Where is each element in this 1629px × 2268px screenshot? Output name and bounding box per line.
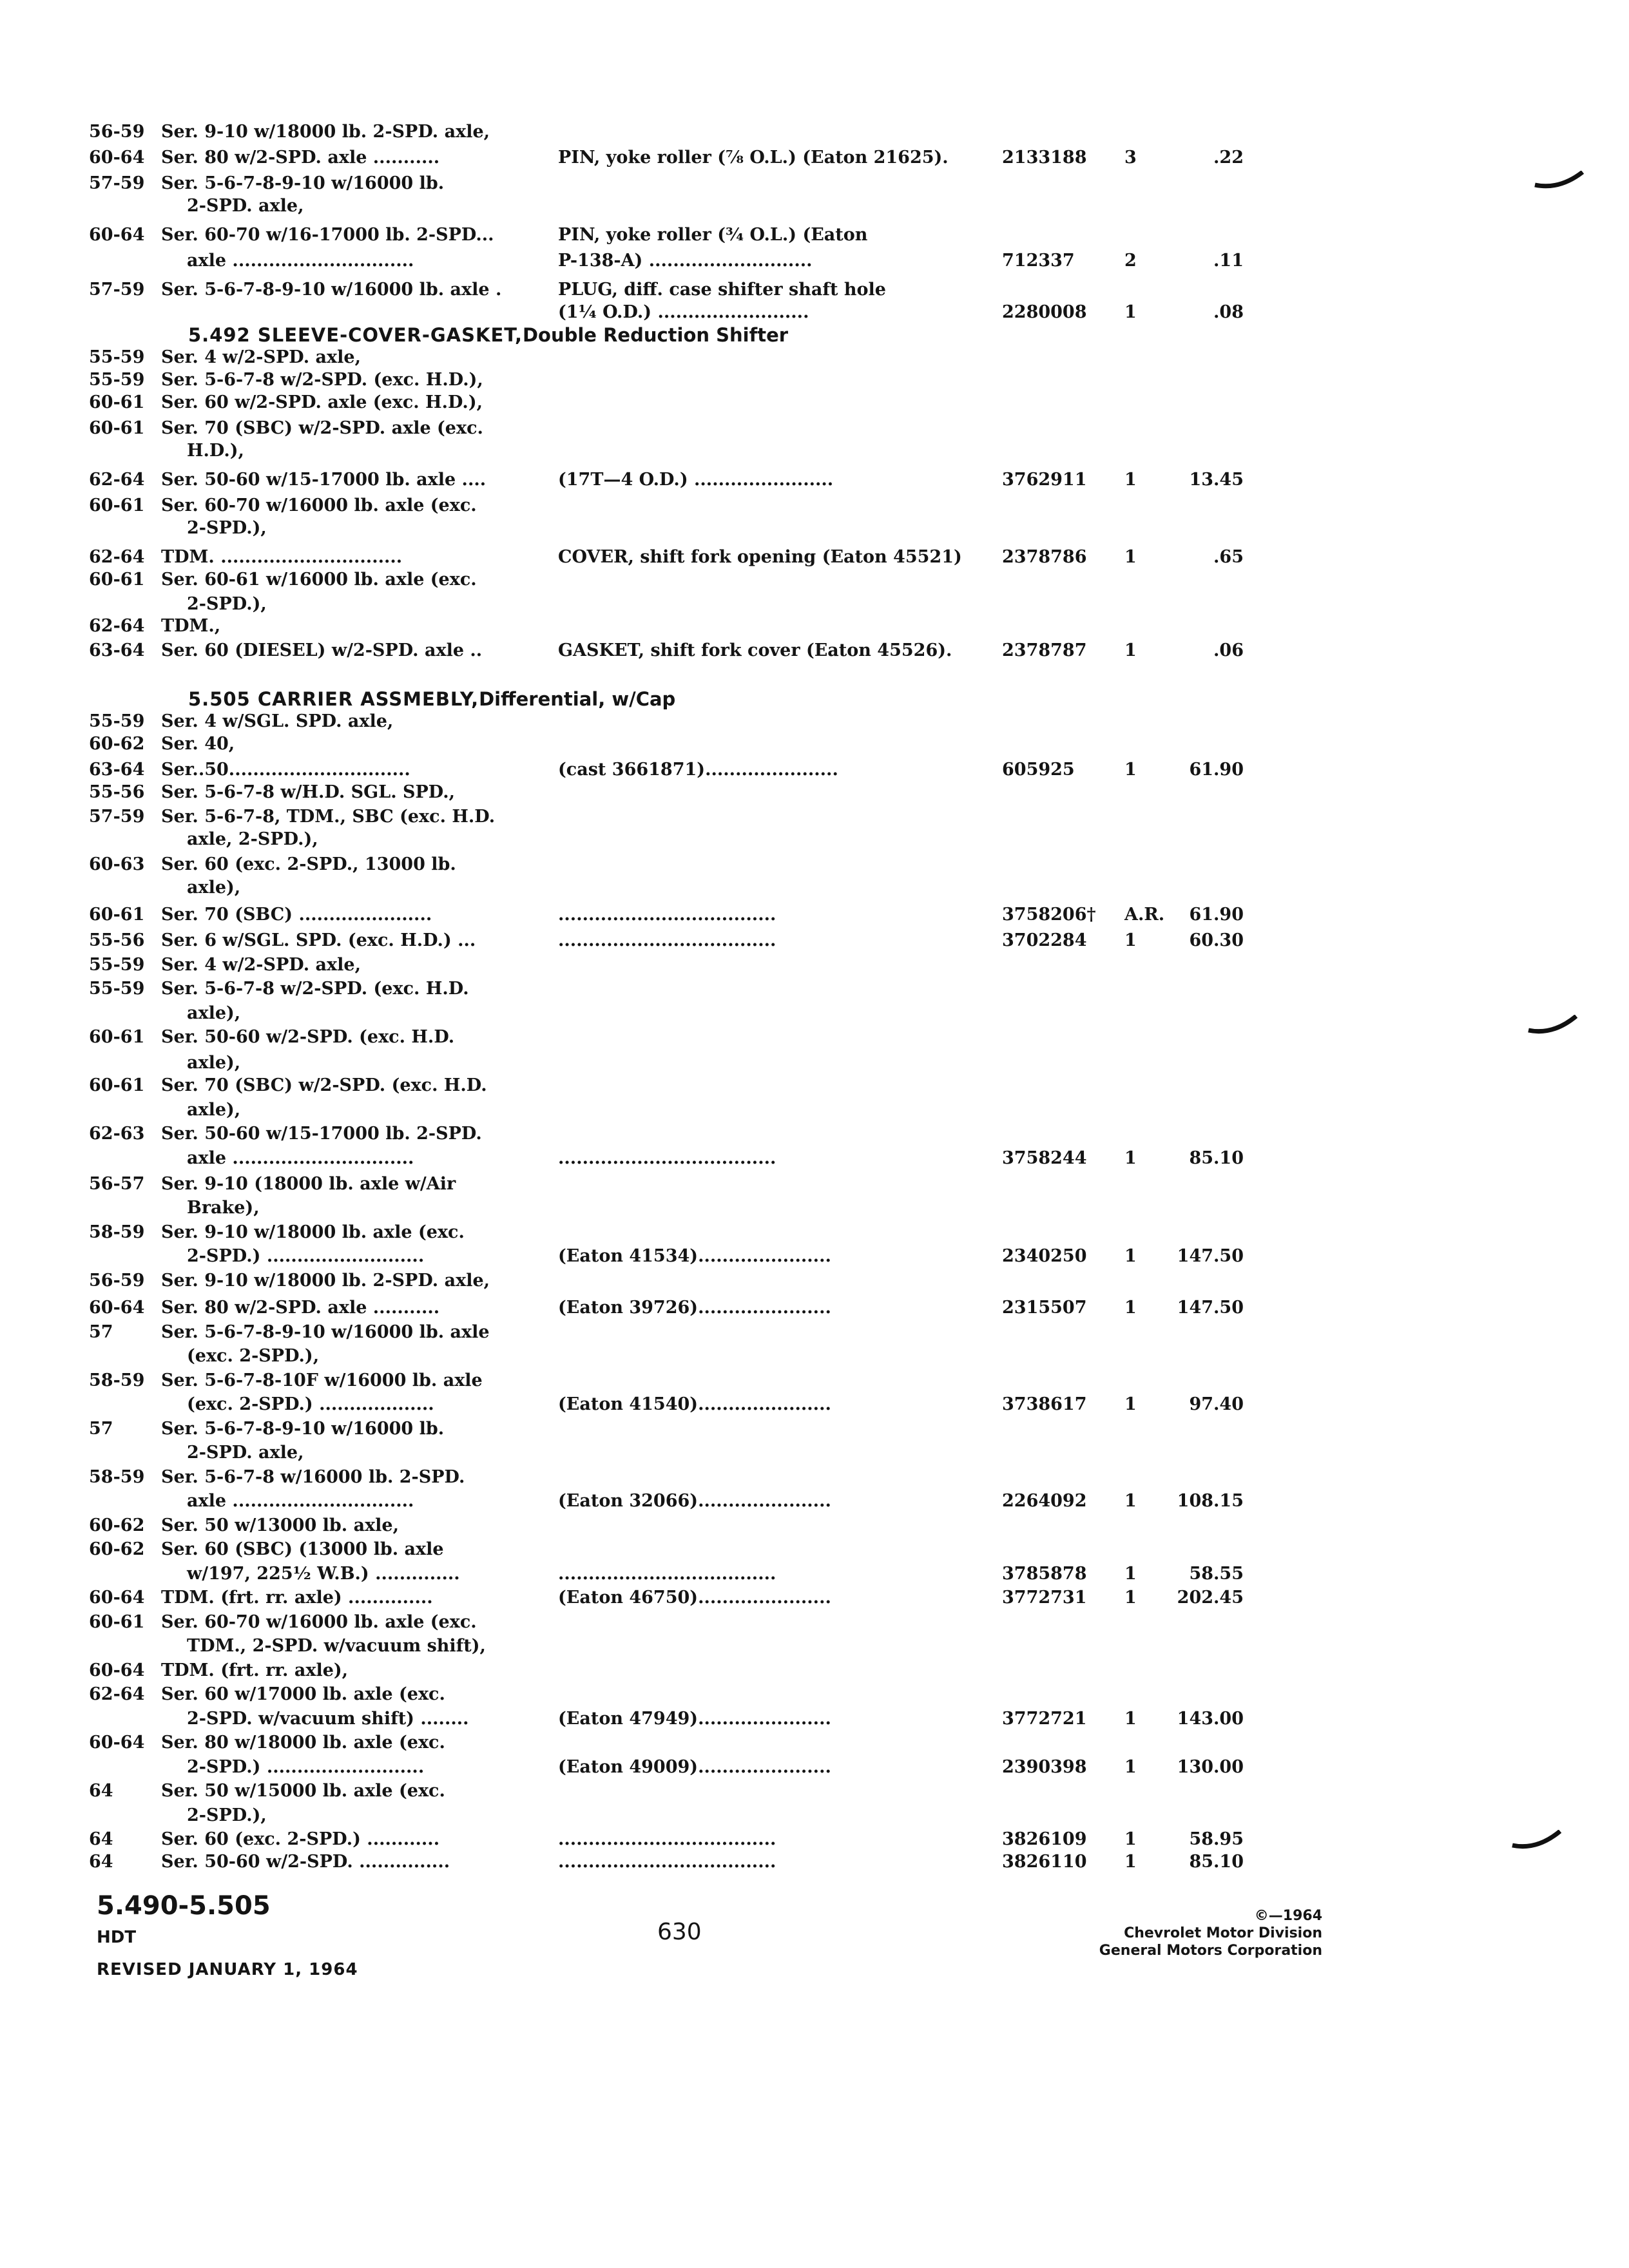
revision-date: REVISED JANUARY 1, 1964 xyxy=(97,1960,358,1979)
part-number: 3826109 xyxy=(1002,1829,1087,1849)
application: Ser. 60-61 w/16000 lb. axle (exc. xyxy=(161,570,477,590)
catalog-line xyxy=(0,1849,1629,1875)
application: Ser. 70 (SBC) w/2-SPD. axle (exc. xyxy=(161,418,483,438)
catalog-line xyxy=(0,300,1629,325)
price: 58.95 xyxy=(1189,1829,1244,1849)
model-years: 60-64 xyxy=(89,1298,145,1318)
catalog-line xyxy=(0,1561,1629,1587)
part-description: (Eaton 41540)...................... xyxy=(558,1394,831,1414)
section-heading xyxy=(0,322,1629,348)
model-years: 60-61 xyxy=(89,392,145,412)
catalog-line xyxy=(0,416,1629,441)
application: axle, 2-SPD.), xyxy=(187,829,318,849)
catalog-line xyxy=(0,1827,1629,1852)
application: Ser. 40, xyxy=(161,734,235,754)
quantity: 1 xyxy=(1124,1298,1137,1318)
application: Ser. 70 (SBC) w/2-SPD. (exc. H.D. xyxy=(161,1075,487,1095)
part-description: .................................... xyxy=(558,905,776,925)
model-years: 63-64 xyxy=(89,760,145,780)
price: 60.30 xyxy=(1189,930,1244,950)
part-number: 2378786 xyxy=(1002,547,1087,567)
catalog-line xyxy=(0,709,1629,735)
catalog-line xyxy=(0,1220,1629,1245)
application: Ser. 50-60 w/2-SPD. (exc. H.D. xyxy=(161,1027,455,1047)
application: Ser. 80 w/2-SPD. axle ........... xyxy=(161,1298,440,1318)
part-description: (Eaton 49009)...................... xyxy=(558,1757,831,1777)
model-years: 60-64 xyxy=(89,1660,145,1680)
quantity: 2 xyxy=(1124,251,1137,271)
application: Ser. 4 w/2-SPD. axle, xyxy=(161,347,361,367)
part-number: 2378787 xyxy=(1002,640,1087,660)
catalog-line xyxy=(0,875,1629,901)
part-description: (Eaton 47949)...................... xyxy=(558,1709,831,1729)
part-description: .................................... xyxy=(558,1148,776,1168)
application: axle), xyxy=(187,1100,241,1120)
part-number: 605925 xyxy=(1002,760,1075,780)
model-years: 55-56 xyxy=(89,782,145,802)
catalog-line xyxy=(0,248,1629,274)
catalog-line xyxy=(0,1171,1629,1197)
catalog-line xyxy=(0,1146,1629,1171)
quantity: 1 xyxy=(1124,1709,1137,1729)
catalog-line xyxy=(0,852,1629,878)
quantity: 1 xyxy=(1124,1246,1137,1266)
model-years: 57-59 xyxy=(89,280,145,300)
catalog-line xyxy=(0,1706,1629,1732)
catalog-line xyxy=(0,567,1629,593)
model-years: 56-59 xyxy=(89,122,145,142)
application: 2-SPD.) .......................... xyxy=(187,1757,425,1777)
price: 61.90 xyxy=(1189,905,1244,925)
catalog-line xyxy=(0,1488,1629,1514)
part-number: 2340250 xyxy=(1002,1246,1087,1266)
application: Ser. 60-70 w/16000 lb. axle (exc. xyxy=(161,495,477,515)
price: 58.55 xyxy=(1189,1564,1244,1584)
part-number: 2264092 xyxy=(1002,1491,1087,1511)
section-range: 5.490-5.505 xyxy=(97,1891,271,1921)
quantity: 1 xyxy=(1124,930,1137,950)
part-number: 3785878 xyxy=(1002,1564,1087,1584)
price: 97.40 xyxy=(1189,1394,1244,1414)
model-years: 62-64 xyxy=(89,547,145,567)
application: Ser. 80 w/2-SPD. axle ........... xyxy=(161,148,440,168)
application: Ser. 60-70 w/16-17000 lb. 2-SPD... xyxy=(161,225,494,245)
catalog-line xyxy=(0,1537,1629,1562)
catalog-line xyxy=(0,976,1629,1002)
catalog-line xyxy=(0,1368,1629,1394)
binder-mark xyxy=(1534,171,1585,190)
application: axle), xyxy=(187,878,241,898)
catalog-line xyxy=(0,1730,1629,1756)
model-years: 60-62 xyxy=(89,1539,145,1559)
model-years: 55-59 xyxy=(89,979,145,999)
model-years: 62-64 xyxy=(89,616,145,636)
model-years: 56-59 xyxy=(89,1271,145,1291)
catalog-line xyxy=(0,1320,1629,1345)
catalog-line xyxy=(0,928,1629,954)
catalog-line xyxy=(0,780,1629,805)
part-number: 3758206† xyxy=(1002,905,1096,925)
part-description: .................................... xyxy=(558,1564,776,1584)
application: Ser. 5-6-7-8-9-10 w/16000 lb. axle . xyxy=(161,280,502,300)
application: TDM. .............................. xyxy=(161,547,403,567)
catalog-line xyxy=(0,613,1629,639)
application: axle .............................. xyxy=(187,1148,414,1168)
part-description: PLUG, diff. case shifter shaft hole xyxy=(558,280,886,300)
model-years: 58-59 xyxy=(89,1370,145,1390)
section-subtitle: Double Reduction Shifter xyxy=(522,324,789,346)
part-number: 3738617 xyxy=(1002,1394,1087,1414)
section-subtitle: Differential, w/Cap xyxy=(479,688,676,710)
catalog-line xyxy=(0,1268,1629,1294)
quantity: 1 xyxy=(1124,1564,1137,1584)
application: Ser. 60 w/17000 lb. axle (exc. xyxy=(161,1684,445,1704)
part-number: 3762911 xyxy=(1002,470,1087,490)
application: 2-SPD.) .......................... xyxy=(187,1246,425,1266)
copyright-block xyxy=(1099,1907,1322,1959)
quantity: 1 xyxy=(1124,1757,1137,1777)
application: Ser. 60 (DIESEL) w/2-SPD. axle .. xyxy=(161,640,483,660)
application: (exc. 2-SPD.) ................... xyxy=(187,1394,434,1414)
application: 2-SPD. axle, xyxy=(187,1443,304,1463)
catalog-line xyxy=(0,1658,1629,1684)
catalog-line xyxy=(0,467,1629,493)
price: 147.50 xyxy=(1177,1298,1244,1318)
application: Ser. 5-6-7-8-9-10 w/16000 lb. xyxy=(161,173,445,193)
application: Ser. 70 (SBC) ...................... xyxy=(161,905,432,925)
application: Ser. 60 (SBC) (13000 lb. axle xyxy=(161,1539,444,1559)
catalog-line xyxy=(0,1682,1629,1707)
quantity: 1 xyxy=(1124,302,1137,322)
catalog-line xyxy=(0,493,1629,519)
application: Ser. 5-6-7-8 w/2-SPD. (exc. H.D.), xyxy=(161,370,483,390)
catalog-line xyxy=(0,1754,1629,1780)
price: 108.15 xyxy=(1177,1491,1244,1511)
model-years: 64 xyxy=(89,1852,113,1872)
catalog-line xyxy=(0,1633,1629,1659)
catalog-line xyxy=(0,1001,1629,1026)
part-number: 3758244 xyxy=(1002,1148,1087,1168)
catalog-line xyxy=(0,1440,1629,1466)
price: .65 xyxy=(1213,547,1244,567)
application: Ser. 9-10 w/18000 lb. axle (exc. xyxy=(161,1222,465,1242)
page-number: 630 xyxy=(657,1919,702,1945)
quantity: 1 xyxy=(1124,470,1137,490)
application: Ser. 9-10 w/18000 lb. 2-SPD. axle, xyxy=(161,1271,490,1291)
model-years: 55-56 xyxy=(89,930,145,950)
catalog-line xyxy=(0,804,1629,830)
model-years: 58-59 xyxy=(89,1222,145,1242)
application: Ser. 50 w/13000 lb. axle, xyxy=(161,1515,399,1535)
application: Ser. 60-70 w/16000 lb. axle (exc. xyxy=(161,1612,477,1632)
binder-mark xyxy=(1511,1830,1563,1852)
application: TDM. (frt. rr. axle) .............. xyxy=(161,1588,433,1608)
application: Ser. 50 w/15000 lb. axle (exc. xyxy=(161,1781,445,1801)
price: 202.45 xyxy=(1177,1588,1244,1608)
application: 2-SPD. w/vacuum shift) ........ xyxy=(187,1709,469,1729)
model-years: 57-59 xyxy=(89,807,145,827)
part-number: 3772721 xyxy=(1002,1709,1087,1729)
catalog-line xyxy=(0,277,1629,303)
application: Ser. 60 (exc. 2-SPD., 13000 lb. xyxy=(161,854,456,874)
catalog-line xyxy=(0,902,1629,928)
part-description: (1¼ O.D.) ......................... xyxy=(558,302,809,322)
quantity: 3 xyxy=(1124,148,1137,168)
price: 130.00 xyxy=(1177,1757,1244,1777)
part-description: .................................... xyxy=(558,1852,776,1872)
catalog-line xyxy=(0,1585,1629,1611)
model-years: 57-59 xyxy=(89,173,145,193)
catalog-line xyxy=(0,1416,1629,1442)
catalog-line xyxy=(0,222,1629,248)
catalog-line xyxy=(0,390,1629,416)
model-years: 55-59 xyxy=(89,347,145,367)
catalog-line xyxy=(0,1121,1629,1147)
price: 13.45 xyxy=(1189,470,1244,490)
part-description: (Eaton 32066)...................... xyxy=(558,1491,831,1511)
price: .11 xyxy=(1213,251,1244,271)
price: 61.90 xyxy=(1189,760,1244,780)
catalog-line xyxy=(0,1778,1629,1804)
part-description: .................................... xyxy=(558,1829,776,1849)
application: Ser..50.............................. xyxy=(161,760,410,780)
catalog-line xyxy=(0,952,1629,978)
application: Brake), xyxy=(187,1198,260,1218)
application: Ser. 60 w/2-SPD. axle (exc. H.D.), xyxy=(161,392,483,412)
model-years: 57 xyxy=(89,1322,113,1342)
quantity: 1 xyxy=(1124,1394,1137,1414)
quantity: 1 xyxy=(1124,1491,1137,1511)
model-years: 60-62 xyxy=(89,734,145,754)
model-years: 56-57 xyxy=(89,1174,145,1194)
part-description: GASKET, shift fork cover (Eaton 45526). xyxy=(558,640,952,660)
catalog-line xyxy=(0,345,1629,370)
application: Ser. 50-60 w/2-SPD. ............... xyxy=(161,1852,450,1872)
model-years: 64 xyxy=(89,1829,113,1849)
application: Ser. 6 w/SGL. SPD. (exc. H.D.) ... xyxy=(161,930,476,950)
catalog-line xyxy=(0,1073,1629,1099)
model-years: 60-61 xyxy=(89,495,145,515)
application: w/197, 225½ W.B.) .............. xyxy=(187,1564,460,1584)
price: .22 xyxy=(1213,148,1244,168)
part-number: 2315507 xyxy=(1002,1298,1087,1318)
quantity: A.R. xyxy=(1124,905,1165,925)
section-number-title: 5.492 SLEEVE-COVER-GASKET, xyxy=(188,324,523,346)
catalog-line xyxy=(0,1097,1629,1123)
part-description: COVER, shift fork opening (Eaton 45521) xyxy=(558,547,962,567)
application: 2-SPD.), xyxy=(187,518,267,538)
catalog-line xyxy=(0,544,1629,570)
model-years: 55-59 xyxy=(89,955,145,975)
model-years: 55-59 xyxy=(89,711,145,731)
application: Ser. 9-10 (18000 lb. axle w/Air xyxy=(161,1174,456,1194)
catalog-line xyxy=(0,193,1629,219)
application: Ser. 9-10 w/18000 lb. 2-SPD. axle, xyxy=(161,122,490,142)
binder-mark xyxy=(1527,1015,1579,1037)
application: Ser. 4 w/SGL. SPD. axle, xyxy=(161,711,394,731)
application: axle), xyxy=(187,1053,241,1073)
part-description: PIN, yoke roller (⅞ O.L.) (Eaton 21625). xyxy=(558,148,949,168)
price: 143.00 xyxy=(1177,1709,1244,1729)
quantity: 1 xyxy=(1124,1829,1137,1849)
section-title xyxy=(188,322,788,348)
model-years: 60-61 xyxy=(89,570,145,590)
part-description: (Eaton 46750)...................... xyxy=(558,1588,831,1608)
catalog-line xyxy=(0,1244,1629,1269)
part-number: 3826110 xyxy=(1002,1852,1087,1872)
model-code: HDT xyxy=(97,1928,137,1947)
section-title xyxy=(188,686,675,712)
model-years: 60-61 xyxy=(89,418,145,438)
part-number: 2280008 xyxy=(1002,302,1087,322)
application: Ser. 5-6-7-8 w/16000 lb. 2-SPD. xyxy=(161,1467,465,1487)
catalog-line xyxy=(0,367,1629,393)
application: Ser. 5-6-7-8, TDM., SBC (exc. H.D. xyxy=(161,807,496,827)
catalog-line xyxy=(0,1050,1629,1076)
part-number: 3702284 xyxy=(1002,930,1087,950)
catalog-line xyxy=(0,1803,1629,1829)
application: TDM. (frt. rr. axle), xyxy=(161,1660,349,1680)
section-number-title: 5.505 CARRIER ASSMEBLY, xyxy=(188,688,479,710)
catalog-line xyxy=(0,145,1629,171)
model-years: 62-64 xyxy=(89,470,145,490)
application: axle), xyxy=(187,1003,241,1023)
model-years: 60-61 xyxy=(89,1612,145,1632)
model-years: 57 xyxy=(89,1419,113,1439)
catalog-line xyxy=(0,827,1629,852)
application: Ser. 5-6-7-8-10F w/16000 lb. axle xyxy=(161,1370,483,1390)
model-years: 60-64 xyxy=(89,148,145,168)
application: axle .............................. xyxy=(187,251,414,271)
catalog-line xyxy=(0,757,1629,783)
catalog-line xyxy=(0,1513,1629,1539)
quantity: 1 xyxy=(1124,1852,1137,1872)
model-years: 60-64 xyxy=(89,225,145,245)
catalog-line xyxy=(0,1610,1629,1635)
application: Ser. 5-6-7-8-9-10 w/16000 lb. xyxy=(161,1419,445,1439)
model-years: 55-59 xyxy=(89,370,145,390)
application: Ser. 60 (exc. 2-SPD.) ............ xyxy=(161,1829,440,1849)
catalog-line xyxy=(0,1024,1629,1050)
application: Ser. 5-6-7-8 w/2-SPD. (exc. H.D. xyxy=(161,979,469,999)
part-description: P-138-A) ........................... xyxy=(558,251,813,271)
price: 85.10 xyxy=(1189,1148,1244,1168)
model-years: 60-62 xyxy=(89,1515,145,1535)
part-description: PIN, yoke roller (¾ O.L.) (Eaton xyxy=(558,225,868,245)
catalog-line xyxy=(0,1465,1629,1490)
quantity: 1 xyxy=(1124,640,1137,660)
application: Ser. 80 w/18000 lb. axle (exc. xyxy=(161,1733,445,1753)
copyright-year: ©—1964 xyxy=(1254,1908,1322,1924)
application: Ser. 50-60 w/15-17000 lb. axle .... xyxy=(161,470,487,490)
catalog-line xyxy=(0,171,1629,197)
application: (exc. 2-SPD.), xyxy=(187,1346,320,1366)
division-name: Chevrolet Motor Division xyxy=(1124,1925,1322,1941)
application: 2-SPD.), xyxy=(187,1805,267,1825)
model-years: 60-61 xyxy=(89,1075,145,1095)
quantity: 1 xyxy=(1124,547,1137,567)
part-number: 2133188 xyxy=(1002,148,1087,168)
catalog-line xyxy=(0,638,1629,664)
catalog-line xyxy=(0,731,1629,757)
part-number: 712337 xyxy=(1002,251,1075,271)
catalog-line xyxy=(0,1195,1629,1221)
model-years: 60-64 xyxy=(89,1588,145,1608)
model-years: 62-63 xyxy=(89,1124,145,1144)
part-description: (Eaton 41534)...................... xyxy=(558,1246,831,1266)
catalog-line xyxy=(0,1295,1629,1321)
model-years: 60-61 xyxy=(89,905,145,925)
model-years: 62-64 xyxy=(89,1684,145,1704)
part-number: 3772731 xyxy=(1002,1588,1087,1608)
catalog-line xyxy=(0,1343,1629,1369)
application: Ser. 4 w/2-SPD. axle, xyxy=(161,955,361,975)
catalog-line xyxy=(0,515,1629,541)
section-heading xyxy=(0,686,1629,712)
application: H.D.), xyxy=(187,441,244,461)
quantity: 1 xyxy=(1124,1588,1137,1608)
part-number: 2390398 xyxy=(1002,1757,1087,1777)
part-description: (cast 3661871)...................... xyxy=(558,760,838,780)
model-years: 60-63 xyxy=(89,854,145,874)
price: .08 xyxy=(1213,302,1244,322)
application: Ser. 5-6-7-8-9-10 w/16000 lb. axle xyxy=(161,1322,490,1342)
application: Ser. 50-60 w/15-17000 lb. 2-SPD. xyxy=(161,1124,482,1144)
price: 147.50 xyxy=(1177,1246,1244,1266)
quantity: 1 xyxy=(1124,1148,1137,1168)
application: 2-SPD. axle, xyxy=(187,196,304,216)
application: 2-SPD.), xyxy=(187,594,267,614)
part-description: .................................... xyxy=(558,930,776,950)
application: TDM., xyxy=(161,616,221,636)
application: Ser. 5-6-7-8 w/H.D. SGL. SPD., xyxy=(161,782,456,802)
part-description: (17T—4 O.D.) ....................... xyxy=(558,470,834,490)
model-years: 63-64 xyxy=(89,640,145,660)
price: .06 xyxy=(1213,640,1244,660)
part-description: (Eaton 39726)...................... xyxy=(558,1298,831,1318)
model-years: 58-59 xyxy=(89,1467,145,1487)
price: 85.10 xyxy=(1189,1852,1244,1872)
application: axle .............................. xyxy=(187,1491,414,1511)
catalog-line xyxy=(0,438,1629,464)
catalog-line xyxy=(0,1392,1629,1418)
model-years: 60-61 xyxy=(89,1027,145,1047)
application: TDM., 2-SPD. w/vacuum shift), xyxy=(187,1636,486,1656)
catalog-line xyxy=(0,119,1629,145)
quantity: 1 xyxy=(1124,760,1137,780)
model-years: 60-64 xyxy=(89,1733,145,1753)
model-years: 64 xyxy=(89,1781,113,1801)
corporation-name: General Motors Corporation xyxy=(1099,1943,1322,1959)
